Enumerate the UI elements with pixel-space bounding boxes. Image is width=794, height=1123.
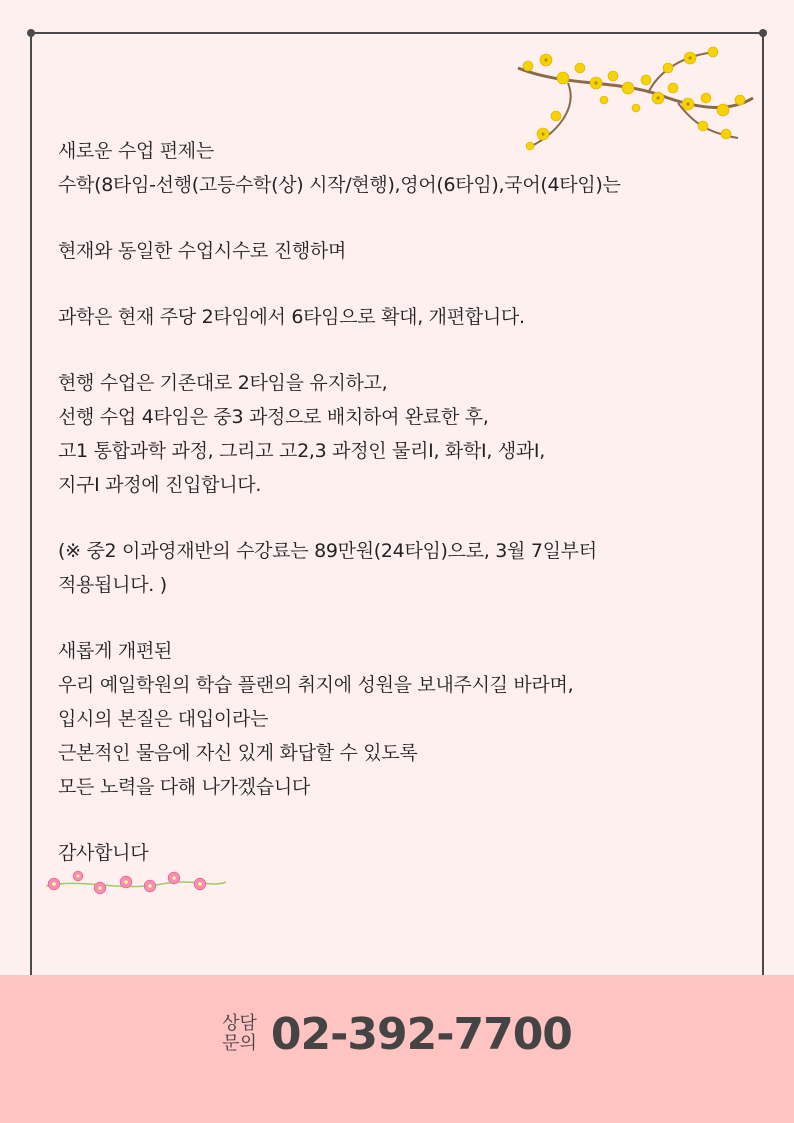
text-line: 근본적인 물음에 자신 있게 화답할 수 있도록 [58, 742, 418, 764]
text-line: 현재와 동일한 수업시수로 진행하며 [58, 240, 347, 262]
paragraph [58, 534, 748, 602]
closing-text: 감사합니다 [58, 842, 149, 864]
text-line: 새로운 수업 편제는 [58, 140, 214, 162]
paragraph [58, 836, 748, 870]
frame-corner-dot [27, 29, 35, 37]
paragraph [58, 134, 748, 202]
phone-number[interactable]: 02-392-7700 [270, 1008, 572, 1060]
contact-label-line: 상담 [222, 1013, 257, 1034]
text-line: 현행 수업은 기존대로 2타임을 유지하고, [58, 372, 388, 394]
text-line: 수학(8타임-선행(고등수학(상) 시작/현행),영어(6타임),국어(4타임)는 [58, 174, 621, 196]
paragraph [58, 366, 748, 502]
contact-label [222, 1014, 257, 1054]
text-line: 과학은 현재 주당 2타임에서 6타임으로 확대, 개편합니다. [58, 306, 525, 328]
text-line: 새롭게 개편된 [58, 640, 173, 662]
letter-body [58, 134, 748, 902]
frame-corner-dot [759, 29, 767, 37]
text-line: 입시의 본질은 대입이라는 [58, 708, 269, 730]
contact-info [0, 1010, 794, 1058]
text-line: 모든 노력을 다해 나가겠습니다 [58, 776, 310, 798]
text-line: 적용됩니다. ) [58, 574, 167, 596]
flower-vine-decoration [42, 866, 228, 900]
text-line: 지구Ⅰ 과정에 진입합니다. [58, 474, 262, 496]
text-line: (※ 중2 이과영재반의 수강료는 89만원(24타임)으로, 3월 7일부터 [58, 540, 597, 562]
text-line: 우리 예일학원의 학습 플랜의 취지에 성원을 보내주시길 바라며, [58, 674, 574, 696]
text-line: 선행 수업 4타임은 중3 과정으로 배치하여 완료한 후, [58, 406, 489, 428]
contact-label-line: 문의 [222, 1033, 257, 1054]
paragraph [58, 234, 748, 268]
text-line: 고1 통합과학 과정, 그리고 고2,3 과정인 물리Ⅰ, 화학Ⅰ, 생과Ⅰ, [58, 440, 545, 462]
paragraph [58, 634, 748, 804]
paragraph [58, 300, 748, 334]
